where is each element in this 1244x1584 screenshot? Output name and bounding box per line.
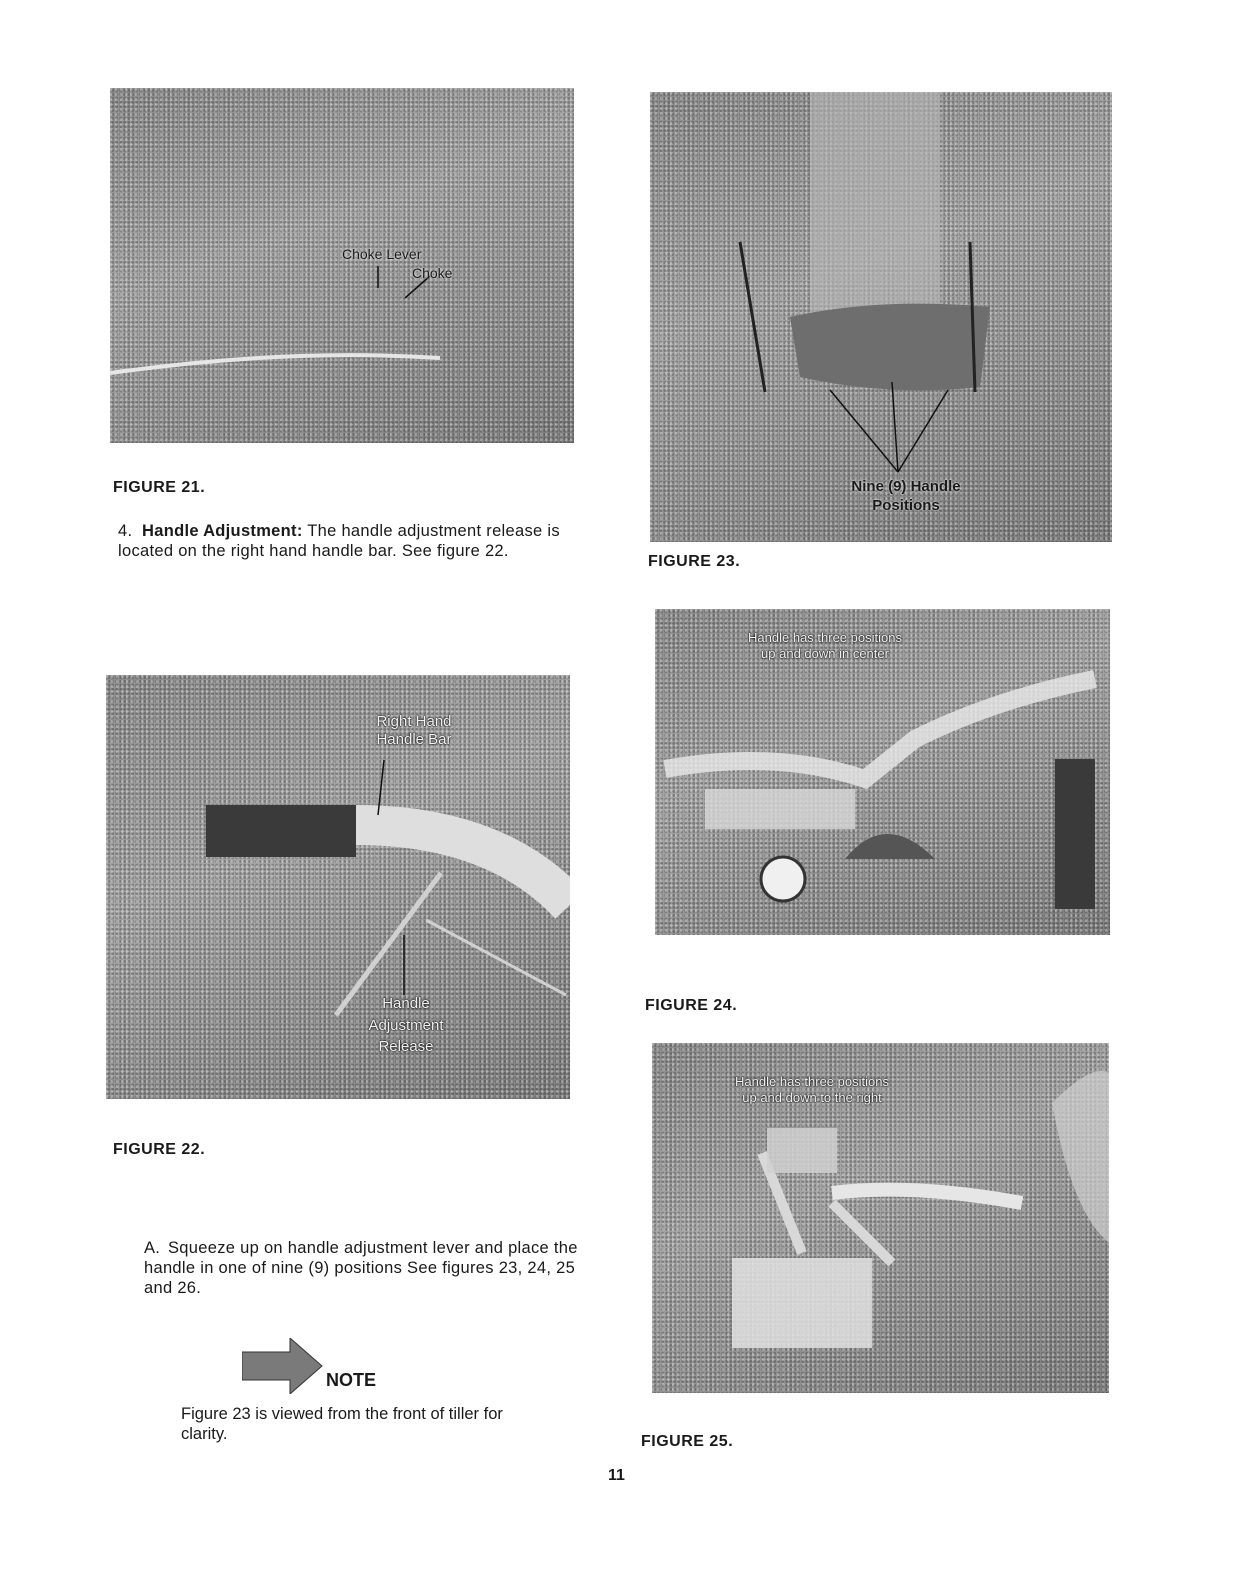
page-number: 11 <box>608 1467 625 1484</box>
figure-25-label-line-1: Handle has three positions <box>735 1074 889 1089</box>
figure-25-photo <box>652 1043 1109 1393</box>
choke-lever-label: Choke Lever <box>342 246 422 262</box>
step-4-paragraph <box>118 521 593 561</box>
right-hand-label-line-2: Handle Bar <box>376 731 452 748</box>
step-a-number: A. <box>144 1239 161 1257</box>
figure-22-photo <box>106 675 570 1099</box>
figure-25-caption: FIGURE 25. <box>641 1433 734 1450</box>
nine-positions-label-line-2: Positions <box>872 497 940 514</box>
figure-25-label-line-2: up and down to the right <box>742 1090 882 1105</box>
nine-positions-label-line-1: Nine (9) Handle <box>851 478 961 495</box>
note-label: NOTE <box>326 1370 377 1390</box>
right-hand-label-line-1: Right Hand <box>376 713 452 730</box>
figure-24-caption: FIGURE 24. <box>645 997 738 1014</box>
figure-22-arrows <box>106 675 570 1099</box>
figure-21-caption: FIGURE 21. <box>113 479 206 496</box>
figure-24-photo <box>655 609 1110 935</box>
step-a-text: Squeeze up on handle adjustment lever and place the handle in one of nine (9) positions See figures 23, 24, 25 and 26. <box>144 1239 578 1297</box>
release-label-line-3: Release <box>378 1038 434 1055</box>
figure-24-label-line-1: Handle has three positions <box>748 630 902 645</box>
figure-23-arrows <box>650 92 1112 542</box>
note-arrow-icon <box>242 1338 324 1394</box>
figure-21-arrows <box>110 88 574 443</box>
figure-23-caption: FIGURE 23. <box>648 553 741 570</box>
figure-23-photo <box>650 92 1112 542</box>
figure-24-label-line-2: up and down in center <box>761 646 889 661</box>
release-label-line-1: Handle <box>382 995 430 1012</box>
figure-22-caption: FIGURE 22. <box>113 1141 206 1158</box>
release-label-line-2: Adjustment <box>368 1017 444 1034</box>
figure-21-photo <box>110 88 574 443</box>
choke-label: Choke <box>412 265 453 281</box>
step-a-paragraph <box>144 1238 584 1298</box>
step-4-heading: Handle Adjustment: <box>142 522 303 540</box>
note-text: Figure 23 is viewed from the front of tiller for clarity. <box>181 1405 503 1443</box>
step-4-text: The handle adjustment release is located on the right hand handle bar. See figure 22. <box>118 522 560 560</box>
step-4-number: 4. <box>118 522 133 540</box>
